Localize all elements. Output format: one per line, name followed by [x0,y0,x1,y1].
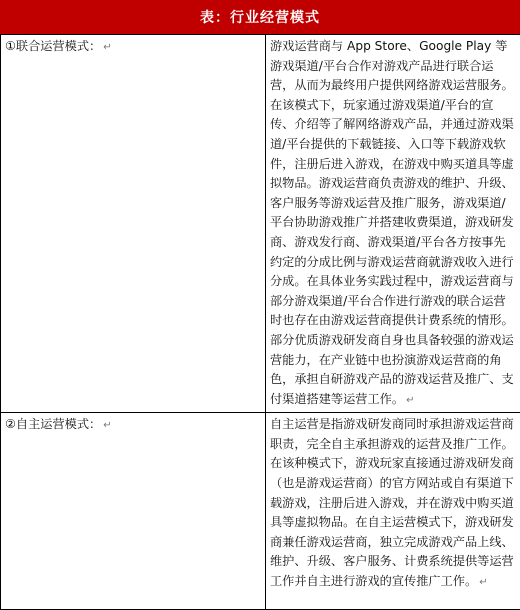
mode-description: 自主运营是指游戏研发商同时承担游戏运营商职责，完全自主承担游戏的运营及推广工作。在该种模式下，游戏玩家直接通过游戏研发商（也是游戏运营商）的官方网站或自有渠道下载游戏，注册后进入游戏，并在游戏中购买道具等虚拟物品。在自主运营模式下，游戏研发商兼任游戏运营商，独立完成游戏产品上线、维护、升级、客户服务、计费系统提供等运营工作并自主进行游戏的宣传推广工作。 [270,417,514,588]
paragraph-mark-icon: ↵ [406,395,414,406]
table-title: 表：行业经营模式 [200,7,320,27]
mode-label-cell [1,35,266,413]
paragraph-mark-icon: ↵ [103,42,111,53]
mode-label-cell [1,413,266,610]
mode-description-cell [266,35,520,413]
table-row-joint-operation [1,35,520,413]
paragraph-mark-icon: ↵ [103,420,111,431]
paragraph-mark-icon: ↵ [479,577,487,588]
mode-description: 游戏运营商与 App Store、Google Play 等游戏渠道/平台合作对游戏产品进行联合运营，从而为最终用户提供网络游戏运营服务。在该模式下，玩家通过游戏渠道/平台的宣传、介绍等了解网络游戏产品，并通过游戏渠道/平台提供的下载链接、入口等下载游戏软件，注册后进入游戏，在游戏中购买道具等虚拟物品。游戏运营商负责游戏的维护、升级、客户服务等游戏运营及推广服务，游戏渠道/平台协助游戏推广并搭建收费渠道，游戏研发商、游戏发行商、游戏渠道/平台各方按事先约定的分成比例与游戏运营商就游戏收入进行分成。在具体业务实践过程中，游戏运营商与部分游戏渠道/平台合作进行游戏的联合运营时也存在由游戏运营商提供计费系统的情形。部分优质游戏研发商自身也具备较强的游戏运营能力，在产业链中也扮演游戏运营商的角色，承担自研游戏产品的游戏运营及推广、支付渠道搭建等运营工作。 [270,39,514,406]
mode-label: ①联合运营模式： [5,39,101,53]
business-model-table [0,34,520,610]
table-row-self-operation [1,413,520,610]
table-title-bar [0,0,520,34]
mode-description-cell [266,413,520,610]
mode-label: ②自主运营模式： [5,417,101,431]
